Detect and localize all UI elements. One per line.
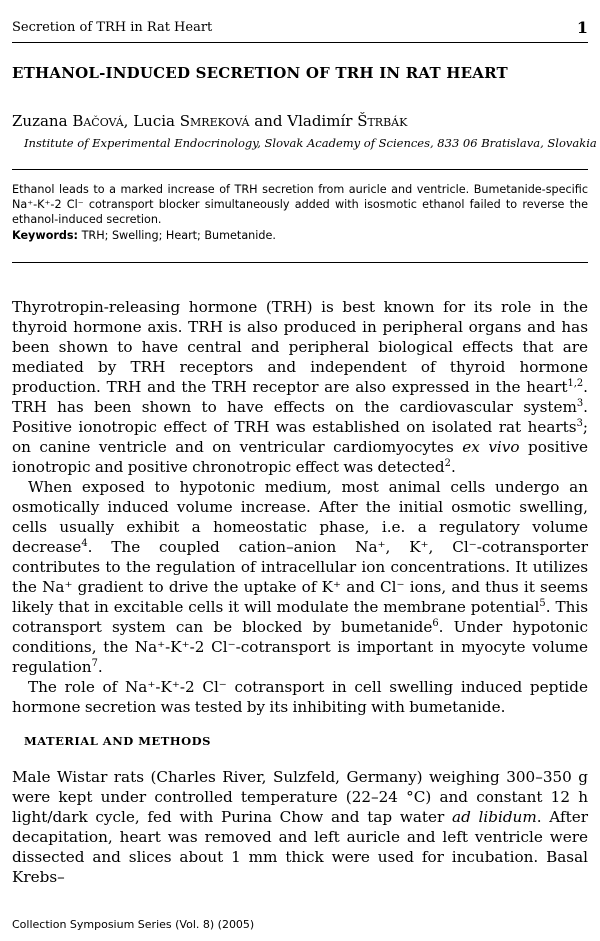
- author-name: Zuzana Bačová: [12, 112, 124, 130]
- page-number: 1: [576, 18, 588, 37]
- citation: 6: [432, 617, 439, 629]
- citation: 3: [576, 417, 583, 429]
- author-name: Vladimír Štrbák: [287, 112, 408, 130]
- abstract: [12, 182, 588, 243]
- abstract-top-rule: [12, 169, 588, 170]
- paragraph: Male Wistar rats (Charles River, Sulzfeld, Germany) weighing 300–350 g were kept under controlled temperature (22–24 °C) and constant 12 h light/dark cycle, fed with Purina Chow and tap water ad libidum. After decapitation, heart was removed and left auricle and left ventricle were dissected and slices about 1 mm thick were used for incubation. Basal Krebs–: [12, 768, 588, 886]
- author-list: Zuzana Bačová, Lucia Smreková and Vladimír Štrbák: [12, 112, 408, 130]
- section-heading: MATERIAL AND METHODS: [24, 734, 211, 748]
- citation: 2: [444, 457, 451, 469]
- keywords: TRH; Swelling; Heart; Bumetanide.: [78, 228, 276, 242]
- header-rule: [12, 42, 588, 43]
- citation: 1,2: [567, 377, 584, 389]
- author-name: Lucia Smreková: [133, 112, 250, 130]
- abstract-bottom-rule: [12, 262, 588, 263]
- running-head: [12, 20, 588, 40]
- paragraph: When exposed to hypotonic medium, most animal cells undergo an osmotically induced volume increase. After the initial osmotic swelling, cells usually exhibit a homeostatic phase, i.e. a regulatory volume decrease$^4$. The coupled cation–anion Na⁺, K⁺, Cl⁻-cotransporter contributes to the regulation of intracellular ion concentrations. It utilizes the Na⁺ gradient to drive the uptake of K⁺ and Cl⁻ ions, and thus it seems likely that in excitable cells it will modulate the membrane potential$^5$. This cotransport system can be blocked by bumetanide$^6$. Under hypotonic conditions, the Na⁺-K⁺-2 Cl⁻-cotransport is important in myocyte volume regulation$^7$.: [12, 478, 589, 676]
- citation: 3: [576, 397, 584, 409]
- paragraph: The role of Na⁺-K⁺-2 Cl⁻ cotransport in cell swelling induced peptide hormone secretion was tested by its inhibiting with bumetanide.: [12, 678, 588, 716]
- citation: 7: [91, 657, 98, 669]
- affiliation: Institute of Experimental Endocrinology, Slovak Academy of Sciences, 833 06 Bratislava, Slovakia: [24, 136, 597, 150]
- keywords-label: Keywords:: [12, 228, 79, 242]
- footer-citation: Collection Symposium Series (Vol. 8) (2005): [12, 918, 255, 931]
- introduction: [12, 297, 588, 717]
- methods-section: [12, 767, 588, 887]
- running-head-title: Secretion of TRH in Rat Heart: [12, 20, 213, 35]
- citation: 4: [81, 537, 88, 549]
- abstract-text: Ethanol leads to a marked increase of TRH secretion from auricle and ventricle. Bumetanide-specific Na⁺-K⁺-2 Cl⁻ cotransport blocker simultaneously added with isosmotic ethanol failed to reverse the ethanol-induced secretion.: [12, 183, 588, 227]
- paragraph: Thyrotropin-releasing hormone (TRH) is best known for its role in the thyroid hormone axis. TRH is also produced in peripheral organs and has been shown to have central and peripheral biological effects that are mediated by TRH receptors and independent of thyroid hormone production. TRH and the TRH receptor are also expressed in the heart$^{1,2}$. TRH has been shown to have effects on the cardiovascular system$^3$. Positive ionotropic effect of TRH was established on isolated rat hearts$^3$; on canine ventricle and on ventricular cardiomyocytes ex vivo positive ionotropic and positive chronotropic effect was detected$^2$.: [12, 298, 589, 476]
- article-title: ETHANOL-INDUCED SECRETION OF TRH IN RAT HEART: [12, 64, 508, 82]
- citation: 5: [539, 597, 546, 609]
